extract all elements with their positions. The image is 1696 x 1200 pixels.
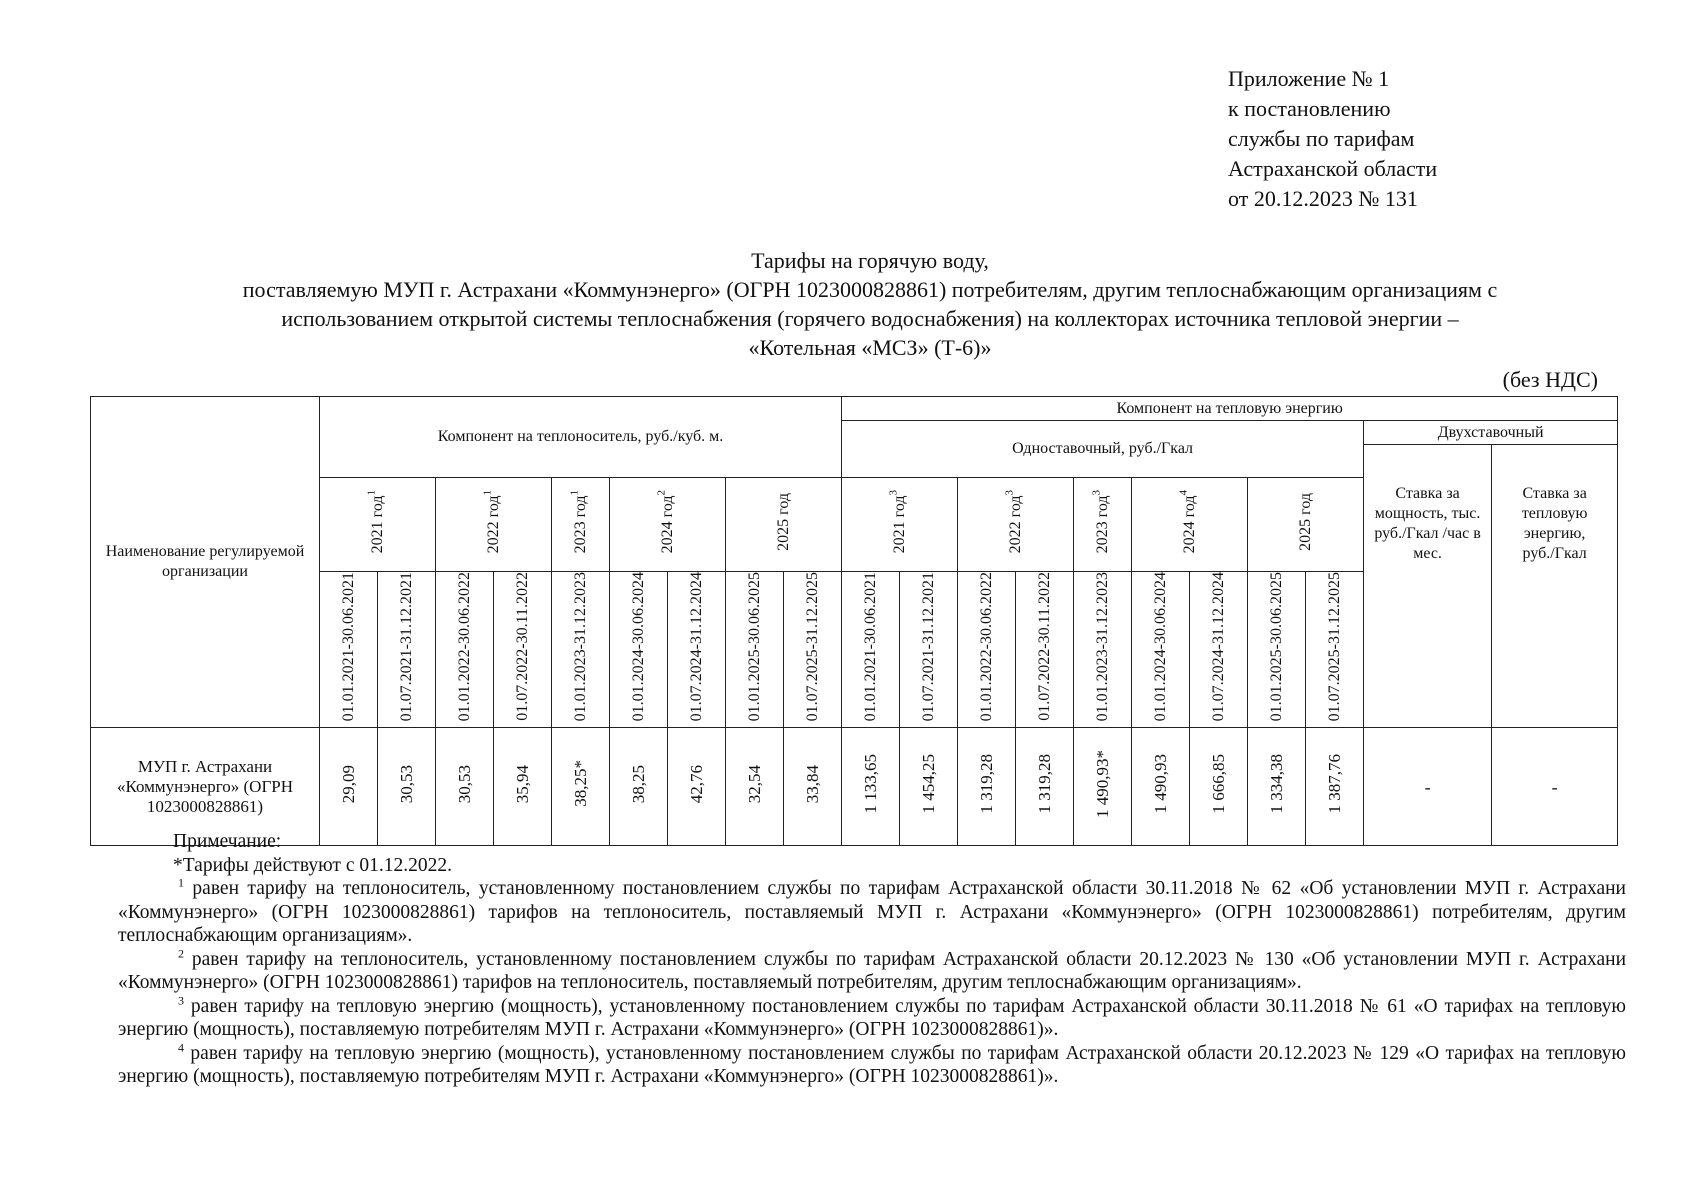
year-footnote-marker: 1 <box>568 489 581 496</box>
title-line: использованием открытой системы теплоснабжения (горячего водоснабжения) на коллекторах источника тепловой энергии – <box>281 306 1459 331</box>
energy-value-cell <box>842 728 900 846</box>
title-line: поставляемую МУП г. Астрахани «Коммунэнерго» (ОГРН 1023000828861) потребителям, другим теплоснабжающим организациям с <box>242 277 1498 302</box>
energy-value-cell <box>900 728 958 846</box>
energy-rate-value-cell: - <box>1492 728 1618 846</box>
period-cell <box>1016 572 1074 728</box>
energy-value-cell <box>1190 728 1248 846</box>
year-text: 2025 год <box>774 492 792 551</box>
period-cell <box>842 572 900 728</box>
energy-value: 1 387,76 <box>1324 754 1344 814</box>
period-cell <box>1190 572 1248 728</box>
period-label: 01.07.2022-30.11.2022 <box>513 572 531 722</box>
period-cell <box>1074 572 1132 728</box>
carrier-value-cell <box>726 728 784 846</box>
period-cell <box>610 572 668 728</box>
org-name-cell <box>91 728 320 846</box>
energy-value-cell <box>1248 728 1306 846</box>
carrier-value-cell <box>552 728 610 846</box>
period-label: 01.01.2025-30.06.2025 <box>745 572 763 722</box>
year-footnote-marker: 2 <box>655 489 668 496</box>
carrier-year-cell <box>436 478 552 572</box>
energy-year-label <box>1090 489 1113 554</box>
period-cell <box>784 572 842 728</box>
carrier-year-label <box>365 489 388 554</box>
period-label: 01.01.2021-30.06.2021 <box>861 572 879 722</box>
energy-value: 1 319,28 <box>976 754 996 814</box>
footnote-marker: 1 <box>178 875 184 890</box>
carrier-header-cell <box>320 397 842 478</box>
period-cell <box>726 572 784 728</box>
carrier-year-cell <box>726 478 842 572</box>
appendix-line: Астраханской области <box>1228 156 1438 181</box>
carrier-year-label <box>568 489 591 554</box>
no-vat-label: (без НДС) <box>1502 367 1598 392</box>
single-rate-header-cell: Одноставочный, руб./Гкал <box>842 421 1364 478</box>
carrier-value: 38,25 <box>628 764 648 803</box>
energy-rate-header: Ставка за тепловую энергию, руб./Гкал <box>1521 485 1588 563</box>
carrier-year-cell <box>552 478 610 572</box>
period-cell <box>320 572 378 728</box>
energy-value: 1 319,28 <box>1034 754 1054 814</box>
carrier-header: Компонент на теплоноситель, руб./куб. м. <box>437 428 724 445</box>
carrier-value-cell <box>668 728 726 846</box>
year-footnote-marker: 3 <box>1090 489 1103 496</box>
carrier-value: 29,09 <box>338 764 358 803</box>
carrier-year-cell <box>320 478 436 572</box>
year-text: 2023 год <box>1093 495 1111 554</box>
header-row-1 <box>91 397 1618 421</box>
energy-year-cell <box>1248 478 1364 572</box>
period-cell <box>1132 572 1190 728</box>
org-header-cell: Наименование регулируемой организации <box>91 397 320 728</box>
carrier-year-label <box>774 493 794 551</box>
appendix-block <box>1228 64 1437 214</box>
energy-year-label <box>1003 489 1026 554</box>
period-label: 01.07.2024-31.12.2024 <box>1209 572 1227 722</box>
energy-year-cell <box>1132 478 1248 572</box>
appendix-line: от 20.12.2023 № 131 <box>1228 186 1418 211</box>
carrier-value-cell <box>784 728 842 846</box>
year-text: 2022 год <box>484 495 502 554</box>
energy-year-label <box>1177 489 1200 554</box>
period-cell <box>1248 572 1306 728</box>
year-text: 2025 год <box>1296 492 1314 551</box>
footnote-text: равен тарифу на тепловую энергию (мощность), установленному постановлением службы по тарифам Астраханской области 20.12.2023 № 129 «О тарифах на тепловую энергию (мощность), поставляемую потребителям МУП г. Астрахани «Коммунэнерго» (ОГРН 1023000828861)». <box>118 1042 1626 1087</box>
org-name: МУП г. Астрахани «Коммунэнерго» (ОГРН 1023000828861) <box>116 756 294 816</box>
period-label: 01.01.2024-30.06.2024 <box>629 572 647 722</box>
carrier-value: 42,76 <box>686 764 706 803</box>
footnote <box>118 1042 1626 1089</box>
period-cell <box>668 572 726 728</box>
energy-year-label <box>887 489 910 554</box>
period-label: 01.01.2023-31.12.2023 <box>1093 572 1111 722</box>
footnote-marker: 4 <box>178 1040 184 1054</box>
period-label: 01.01.2024-30.06.2024 <box>1151 572 1169 722</box>
footnote <box>118 877 1626 948</box>
footnote-marker: 3 <box>178 993 184 1007</box>
year-footnote-marker: 3 <box>1003 489 1016 496</box>
energy-value-cell <box>1306 728 1364 846</box>
carrier-value: 38,25* <box>570 760 590 808</box>
energy-year-label <box>1296 493 1316 551</box>
carrier-value-cell <box>436 728 494 846</box>
carrier-value: 33,84 <box>802 764 822 803</box>
period-label: 01.01.2021-30.06.2021 <box>339 572 357 722</box>
carrier-value-cell <box>378 728 436 846</box>
carrier-value: 32,54 <box>744 764 764 803</box>
energy-value: 1 454,25 <box>918 754 938 814</box>
period-cell <box>378 572 436 728</box>
tariff-table <box>90 396 1618 846</box>
period-label: 01.01.2023-31.12.2023 <box>571 572 589 722</box>
notes-block <box>118 830 1626 1089</box>
period-cell <box>1306 572 1364 728</box>
energy-value: 1 666,85 <box>1208 754 1228 814</box>
footnote <box>118 995 1626 1042</box>
footnote-text: равен тарифу на теплоноситель, установленному постановлением службы по тарифам Астраханской области 30.11.2018 № 62 «Об установлении МУП г. Астрахани «Коммунэнерго» (ОГРН 1023000828861) тарифов на теплоноситель, поставляемый МУП г. Астрахани «Коммунэнерго» (ОГРН 1023000828861) потребителям, другим теплоснабжающим организациям». <box>118 878 1626 946</box>
period-label: 01.07.2025-31.12.2025 <box>803 572 821 722</box>
period-label: 01.01.2025-30.06.2025 <box>1267 572 1285 722</box>
period-label: 01.01.2022-30.06.2022 <box>977 572 995 722</box>
energy-rate-header-cell <box>1492 445 1618 728</box>
appendix-line: к постановлению <box>1228 96 1391 121</box>
energy-value: 1 490,93 <box>1150 754 1170 814</box>
energy-year-cell <box>1074 478 1132 572</box>
year-footnote-marker: 1 <box>365 489 378 496</box>
capacity-rate-header-cell <box>1364 445 1492 728</box>
period-label: 01.07.2025-31.12.2025 <box>1325 572 1343 722</box>
carrier-value: 35,94 <box>512 764 532 803</box>
period-cell <box>958 572 1016 728</box>
period-label: 01.01.2022-30.06.2022 <box>455 572 473 722</box>
footnote-marker: 2 <box>178 946 184 960</box>
energy-year-cell <box>958 478 1074 572</box>
carrier-value-cell <box>610 728 668 846</box>
period-label: 01.07.2024-31.12.2024 <box>687 572 705 722</box>
value-row <box>91 728 1618 846</box>
carrier-year-label <box>481 489 504 554</box>
year-text: 2024 год <box>1180 495 1198 554</box>
year-footnote-marker: 4 <box>1177 489 1190 496</box>
capacity-value-cell: - <box>1364 728 1492 846</box>
energy-value: 1 334,38 <box>1266 754 1286 814</box>
energy-header-cell: Компонент на тепловую энергию <box>842 397 1618 421</box>
year-footnote-marker: 3 <box>887 489 900 496</box>
period-cell <box>900 572 958 728</box>
year-footnote-marker: 1 <box>481 489 494 496</box>
footnote-text: равен тарифу на теплоноситель, установленному постановлением службы по тарифам Астраханской области 20.12.2023 № 130 «Об установлении МУП г. Астрахани «Коммунэнерго» (ОГРН 1023000828861) тарифов на теплоноситель, поставляемый потребителям, другим теплоснабжающим организациям». <box>118 948 1627 993</box>
carrier-year-cell <box>610 478 726 572</box>
year-text: 2022 год <box>1006 495 1024 554</box>
footnote-text: равен тарифу на тепловую энергию (мощность), установленному постановлением службы по тарифам Астраханской области 30.11.2018 № 61 «О тарифах на тепловую энергию (мощность), поставляемую потребителям МУП г. Астрахани «Коммунэнерго» (ОГРН 1023000828861)». <box>118 995 1626 1040</box>
carrier-value-cell <box>494 728 552 846</box>
energy-value-cell <box>958 728 1016 846</box>
title-line: «Котельная «МСЗ» (Т-6)» <box>748 335 992 360</box>
period-cell <box>436 572 494 728</box>
energy-value-cell <box>1074 728 1132 846</box>
energy-value: 1 133,65 <box>860 754 880 814</box>
energy-value-cell <box>1016 728 1074 846</box>
footnote <box>118 948 1626 995</box>
capacity-rate-header: Ставка за мощность, тыс. руб./Гкал /час в мес. <box>1374 485 1481 563</box>
title-line: Тарифы на горячую воду, <box>751 248 989 273</box>
carrier-value: 30,53 <box>454 764 474 803</box>
two-rate-header-cell: Двухставочный <box>1364 421 1618 445</box>
period-cell <box>494 572 552 728</box>
carrier-value: 30,53 <box>396 764 416 803</box>
energy-value-cell <box>1132 728 1190 846</box>
energy-year-cell <box>842 478 958 572</box>
carrier-year-label <box>655 489 678 554</box>
notes-heading: Примечание: <box>173 831 282 852</box>
carrier-value-cell <box>320 728 378 846</box>
year-text: 2023 год <box>571 495 589 554</box>
appendix-line: Приложение № 1 <box>1228 66 1390 91</box>
year-text: 2024 год <box>658 495 676 554</box>
period-label: 01.07.2022-30.11.2022 <box>1035 572 1053 722</box>
notes-star: *Тарифы действуют с 01.12.2022. <box>173 854 452 876</box>
period-label: 01.07.2021-31.12.2021 <box>919 572 937 722</box>
period-cell <box>552 572 610 728</box>
year-text: 2021 год <box>368 495 386 554</box>
notes-items <box>118 877 1626 1089</box>
appendix-line: службы по тарифам <box>1228 126 1415 151</box>
period-label: 01.07.2021-31.12.2021 <box>397 572 415 722</box>
year-text: 2021 год <box>890 495 908 554</box>
energy-value: 1 490,93* <box>1092 749 1112 818</box>
document-title <box>120 246 1620 362</box>
